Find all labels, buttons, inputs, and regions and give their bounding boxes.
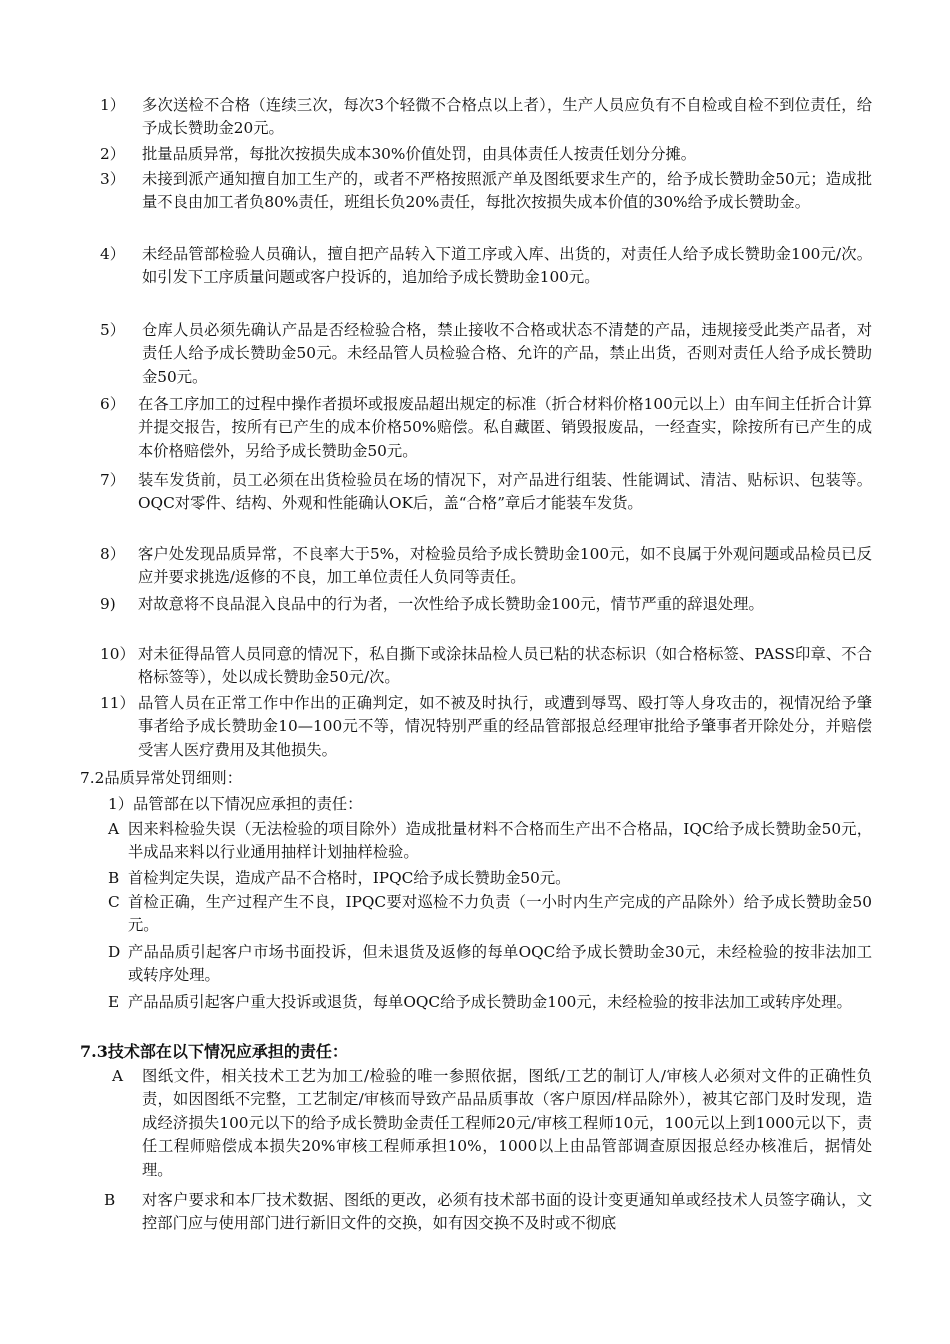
- list-item: [106, 991, 872, 1014]
- item-text: 未接到派产通知擅自加工生产的，或者不严格按照派产单及图纸要求生产的，给予成长赞助金50元；造成批量不良由加工者负80%责任，班组长负20%责任，每批次按损失成本价值的30%给予成长赞助金。: [142, 170, 872, 212]
- section-heading: 7.3技术部在以下情况应承担的责任：: [80, 1042, 348, 1061]
- list-item: [100, 543, 872, 590]
- list-item: [106, 818, 872, 865]
- list-item: [100, 593, 872, 616]
- list-item: [100, 143, 872, 166]
- item-text: 未经品管部检验人员确认，擅自把产品转入下道工序或入库、出货的，对责任人给予成长赞助金100元/次。如引发下工序质量问题或客户投诉的，追加给予成长赞助金100元。: [142, 245, 872, 287]
- item-letter: C: [108, 893, 120, 911]
- item-number: 10）: [100, 645, 135, 663]
- item-number: 5）: [100, 321, 126, 339]
- list-item: [100, 319, 872, 389]
- list-item: [100, 469, 872, 516]
- list-item: [100, 168, 872, 215]
- item-number: 6）: [100, 395, 126, 413]
- item-number: 8）: [100, 545, 126, 563]
- item-text: 因来料检验失误（无法检验的项目除外）造成批量材料不合格而生产出不合格品，IQC给予成长赞助金50元，半成品来料以行业通用抽样计划抽样检验。: [128, 820, 872, 862]
- list-item: [100, 692, 872, 762]
- item-text: 首检判定失误，造成产品不合格时，IPQC给予成长赞助金50元。: [128, 869, 571, 887]
- item-text: 仓库人员必须先确认产品是否经检验合格，禁止接收不合格或状态不清楚的产品，违规接受此类产品者，对责任人给予成长赞助金50元。未经品管人员检验合格、允许的产品，禁止出货，否则对责任人给予成长赞助金50元。: [142, 321, 872, 386]
- item-text: 对未征得品管人员同意的情况下，私自撕下或涂抹品检人员已粘的状态标识（如合格标签、PASS印章、不合格标签等），处以成长赞助金50元/次。: [138, 645, 872, 687]
- list-item: [104, 1189, 872, 1236]
- list-item: [100, 643, 872, 690]
- item-text: 装车发货前，员工必须在出货检验员在场的情况下，对产品进行组装、性能调试、清洁、贴标识、包装等。OQC对零件、结构、外观和性能确认OK后，盖“合格”章后才能装车发货。: [138, 471, 872, 513]
- list-item: [100, 243, 872, 290]
- item-letter: B: [108, 869, 120, 887]
- item-letter: A: [112, 1067, 124, 1085]
- item-text: 客户处发现品质异常，不良率大于5%，对检验员给予成长赞助金100元，如不良属于外观问题或品检员已反应并要求挑选/返修的不良，加工单位责任人负同等责任。: [138, 545, 872, 587]
- list-item: [100, 94, 872, 141]
- item-number: 3）: [100, 170, 126, 188]
- item-number: 4）: [100, 245, 126, 263]
- list-item: [106, 891, 872, 938]
- item-letter: D: [108, 943, 121, 961]
- item-number: 11）: [100, 694, 135, 712]
- item-letter: A: [108, 820, 120, 838]
- section-heading: 7.2品质异常处罚细则：: [80, 769, 242, 787]
- item-text: 图纸文件，相关技术工艺为加工/检验的唯一参照依据，图纸/工艺的制订人/审核人必须对文件的正确性负责，如因图纸不完整，工艺制定/审核而导致产品品质事故（客户原因/样品除外），被其它部门及时发现，造成经济损失100元以下的给予成长赞助金责任工程师20元/审核工程师10元，100元以上到1000元以下，责任工程师赔偿成本损失20%审核工程师承担10%，1000以上由品管部调查原因报总经办核准后，据情处理。: [142, 1067, 872, 1179]
- item-text: 品管人员在正常工作中作出的正确判定，如不被及时执行，或遭到辱骂、殴打等人身攻击的，视情况给予肇事者给予成长赞助金10—100元不等，情况特别严重的经品管部报总经理审批给予肇事者开除处分，并赔偿受害人医疗费用及其他损失。: [138, 694, 872, 759]
- item-text: 产品品质引起客户重大投诉或退货，每单OQC给予成长赞助金100元，未经检验的按非法加工或转序处理。: [128, 993, 852, 1011]
- subsection-heading: 1）品管部在以下情况应承担的责任：: [108, 795, 363, 813]
- item-number: 2）: [100, 145, 126, 163]
- item-number: 1）: [100, 96, 126, 114]
- item-text: 对客户要求和本厂技术数据、图纸的更改，必须有技术部书面的设计变更通知单或经技术人员签字确认，文控部门应与使用部门进行新旧文件的交换，如有因交换不及时或不彻底: [142, 1191, 872, 1233]
- list-item: [100, 393, 872, 463]
- list-item: [104, 1065, 872, 1182]
- item-letter: E: [108, 993, 120, 1011]
- item-text: 产品品质引起客户市场书面投诉，但未退货及返修的每单OQC给予成长赞助金30元，未经检验的按非法加工或转序处理。: [128, 943, 872, 985]
- item-letter: B: [104, 1191, 116, 1209]
- item-text: 在各工序加工的过程中操作者损坏或报废品超出规定的标准（折合材料价格100元以上）由车间主任折合计算并提交报告，按所有已产生的成本价格50%赔偿。私自藏匿、销毁报废品，一经查实，除按所有已产生的成本价格赔偿外，另给予成长赞助金50元。: [138, 395, 872, 460]
- item-text: 批量品质异常，每批次按损失成本30%价值处罚，由具体责任人按责任划分分摊。: [142, 145, 697, 163]
- item-number: 7）: [100, 471, 126, 489]
- list-item: [106, 941, 872, 988]
- item-number: 9): [100, 595, 116, 613]
- item-text: 多次送检不合格（连续三次，每次3个轻微不合格点以上者），生产人员应负有不自检或自检不到位责任，给予成长赞助金20元。: [142, 96, 872, 138]
- list-item: [106, 867, 872, 890]
- item-text: 首检正确，生产过程产生不良，IPQC要对巡检不力负责（一小时内生产完成的产品除外）给予成长赞助金50元。: [128, 893, 872, 935]
- item-text: 对故意将不良品混入良品中的行为者，一次性给予成长赞助金100元，情节严重的辞退处理。: [138, 595, 764, 613]
